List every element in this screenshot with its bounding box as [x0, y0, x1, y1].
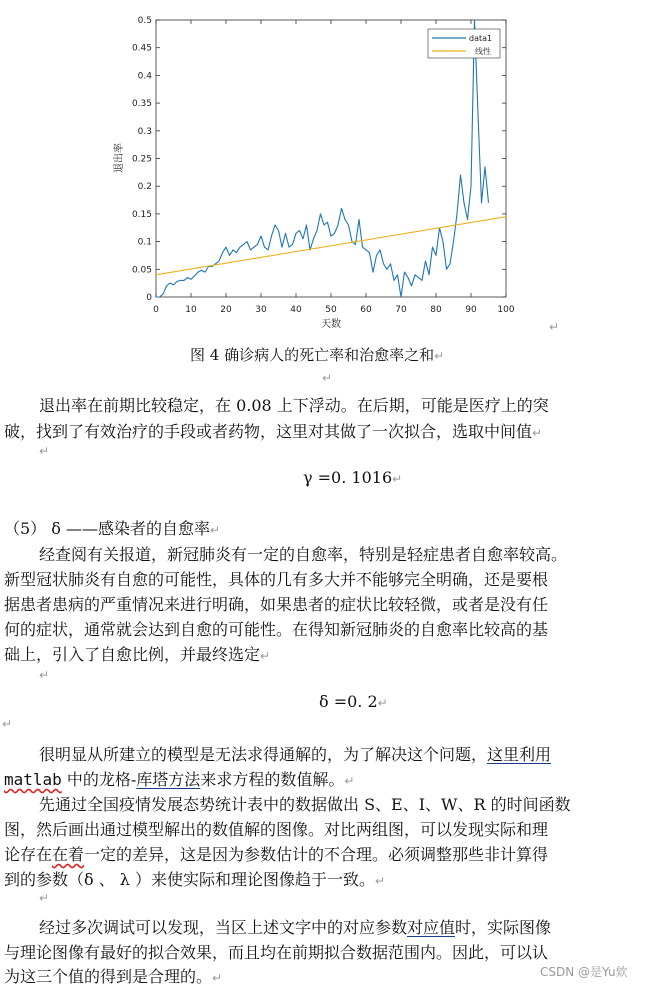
text-span: 来求方程的数值解。	[200, 770, 345, 789]
y-tick-label: 0.35	[131, 99, 152, 110]
y-tick-label: 0.1	[137, 237, 152, 248]
text-line: 先通过全国疫情发展态势统计表中的数据做出 S、E、I、W、R 的时间函数	[39, 795, 571, 814]
equation-text: γ =0. 1016	[303, 468, 393, 487]
y-axis-label: 退出率	[114, 143, 125, 173]
x-tick-label: 100	[497, 305, 515, 315]
text-line	[39, 915, 551, 938]
heading-text: （5） δ ——感染者的自愈率	[4, 519, 210, 538]
x-tick-label: 70	[395, 305, 407, 315]
misspelled-word: matlab	[4, 770, 62, 789]
text-line	[4, 964, 222, 987]
x-tick-label: 50	[325, 305, 337, 315]
text-line: 新型冠状肺炎有自愈的可能性，具体的几有多大并不能够完全明确，还是要根	[4, 570, 549, 589]
text-line: 何的症状，通常就会达到自愈的可能性。在得知新冠肺炎的自愈率比较高的基	[4, 620, 549, 639]
text-line	[39, 742, 551, 765]
text-line	[4, 642, 270, 665]
y-tick-label: 0.45	[131, 43, 152, 54]
text-span: 时，实际图像	[455, 918, 552, 937]
x-tick-label: 30	[255, 305, 267, 315]
x-tick-label: 60	[360, 305, 372, 315]
text-span: 础上，引入了自愈比例，并最终选定	[4, 645, 261, 664]
y-tick-label: 0.5	[137, 16, 152, 26]
y-tick-label: 0.4	[137, 71, 152, 82]
return-mark: ↵	[212, 971, 223, 985]
return-mark: ↵	[434, 349, 445, 363]
equation-delta	[319, 692, 388, 711]
return-mark: ↵	[260, 649, 271, 663]
return-mark: ↵	[392, 472, 403, 486]
text-span: 经过多次调试可以发现，当区上述文字中的对应参数	[39, 918, 408, 937]
x-tick-label: 80	[430, 305, 442, 315]
text-line: 据患者患病的严重情况来进行明确，如果患者的症状比较轻微，或者是没有任	[4, 595, 549, 614]
y-tick-label: 0.2	[137, 182, 152, 193]
underlined-text: 这里利用	[487, 745, 552, 764]
x-axis-label: 天数	[321, 319, 341, 330]
return-mark: ↵	[2, 717, 13, 731]
return-mark: ↵	[210, 523, 221, 537]
text-span: 一定的差异，这是因为参数估计的不合理。必须调整那些非计算得	[84, 845, 549, 864]
return-mark: ↵	[39, 444, 50, 458]
text-span: 为这三个值的得到是合理的。	[4, 967, 213, 986]
text-line	[4, 867, 385, 890]
text-span: 到的参数（δ 、 λ ）来使实际和理论图像趋于一致。	[4, 870, 376, 889]
y-tick-label: 0.25	[131, 154, 152, 165]
return-mark: ↵	[532, 426, 543, 440]
legend-label-linear: 线性	[475, 47, 491, 56]
text-span: 很明显从所建立的模型是无法求得通解的，为了解决这个问题，	[39, 745, 488, 764]
y-tick-label: 0.15	[131, 209, 152, 220]
y-tick-label: 0	[146, 293, 152, 303]
equation-gamma	[303, 468, 402, 487]
y-tick-label: 0.3	[137, 126, 152, 137]
x-tick-label: 90	[465, 305, 477, 315]
legend-label-data1: data1	[469, 34, 493, 43]
text-line: 退出率在前期比较稳定，在 0.08 上下浮动。在后期，可能是医疗上的突	[39, 396, 549, 415]
line-chart	[0, 0, 651, 340]
text-span: 中的龙格-	[61, 770, 137, 789]
x-tick-label: 10	[185, 305, 197, 315]
return-mark: ↵	[549, 320, 560, 334]
text-line: 图，然后画出通过模型解出的数值解的图像。对比两组图，可以发现实际和理	[4, 820, 549, 839]
text-line	[4, 419, 542, 442]
text-line	[4, 842, 548, 865]
section-heading	[4, 516, 220, 539]
return-mark: ↵	[322, 371, 333, 385]
return-mark: ↵	[377, 696, 388, 710]
figure-caption	[190, 344, 444, 365]
equation-text: δ =0. 2	[319, 692, 378, 711]
return-mark: ↵	[39, 668, 50, 682]
x-tick-label: 20	[220, 305, 232, 315]
return-mark: ↵	[344, 774, 355, 788]
return-mark: ↵	[375, 874, 386, 888]
watermark: CSDN @是Yu欸	[540, 965, 628, 979]
underlined-text: 对应值	[407, 918, 456, 937]
y-tick-label: 0.05	[131, 265, 152, 276]
text-span: 破，找到了有效治疗的手段或者药物，这里对其做了一次拟合，选取中间值	[4, 422, 533, 441]
plot-area	[156, 20, 506, 297]
return-mark: ↵	[39, 891, 50, 905]
legend	[428, 29, 500, 58]
flagged-text: 在着	[52, 845, 85, 864]
text-line: 经查阅有关报道，新冠肺炎有一定的自愈率，特别是轻症患者自愈率较高。	[39, 545, 568, 564]
underlined-text: 库塔方法	[136, 770, 201, 789]
caption-text: 图 4 确诊病人的死亡率和治愈率之和	[190, 346, 435, 364]
x-tick-label: 0	[153, 305, 159, 315]
text-line: 与理论图像有最好的拟合效果，而且均在前期拟合数据范围内。因此，可以认	[4, 943, 549, 962]
text-line	[4, 767, 354, 790]
text-span: 论存在	[4, 845, 53, 864]
x-tick-label: 40	[290, 305, 302, 315]
